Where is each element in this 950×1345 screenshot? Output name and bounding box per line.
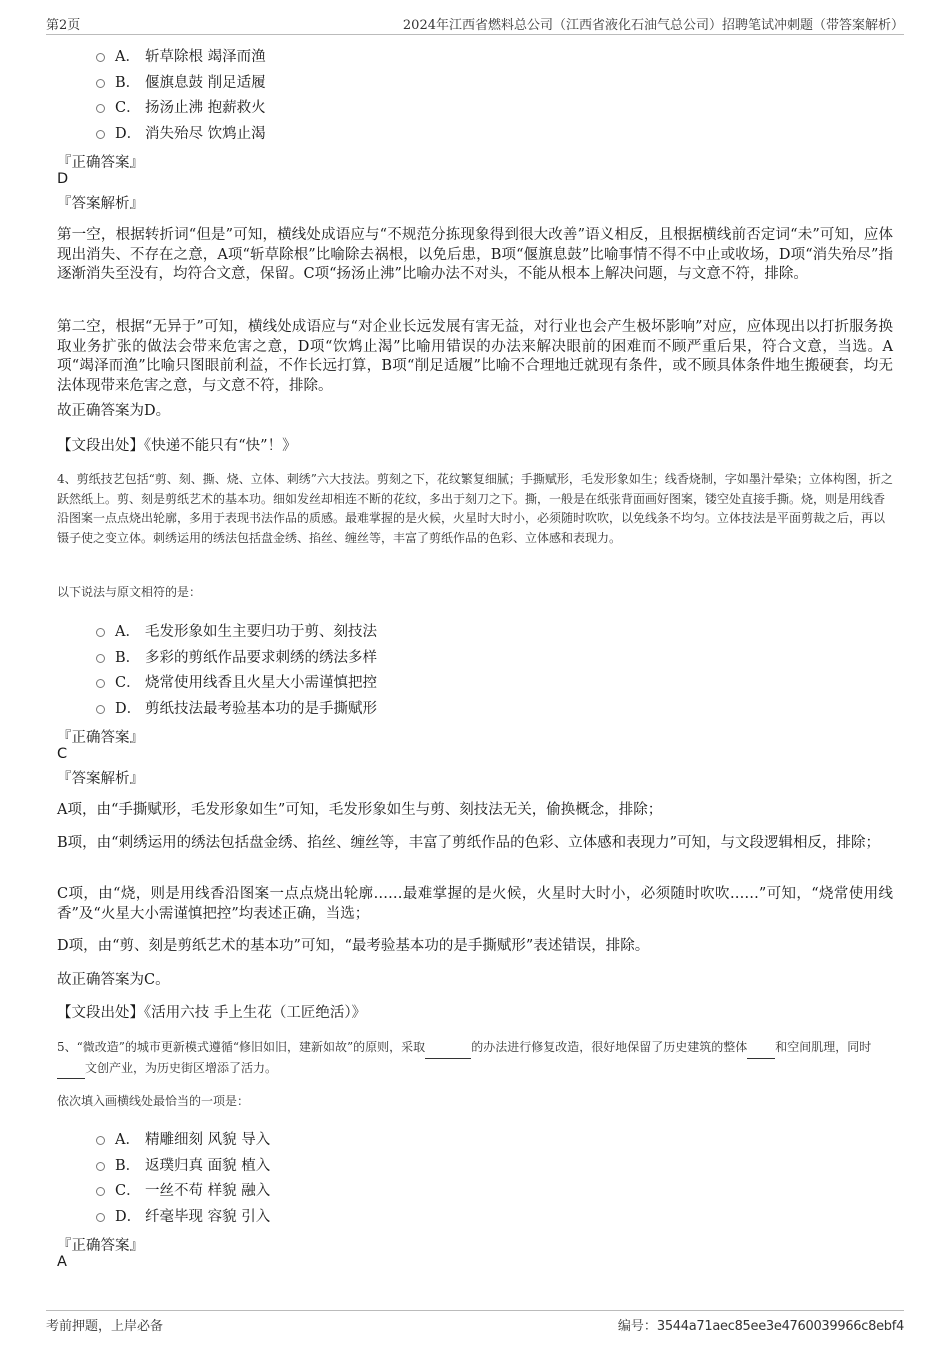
q3-options bbox=[96, 43, 266, 145]
q3-analysis-paragraph: 第一空，根据转折词“但是”可知，横线处成语应与“不规范分拣现象得到很大改善”语义相反，且根据横线前否定词“未”可知，应体现出消失、不存在之意，A项“斩草除根”比喻除去祸根，以免后患，B项“偃旗息鼓”比喻事情不得不中止或收场，D项“消失殆尽”指逐渐消失至没有，均符合文意，保留。C项“扬汤止沸”比喻办法不对头，不能从根本上解决问题，与文意不符，排除。 bbox=[57, 227, 893, 282]
q5-answer: A bbox=[57, 1254, 67, 1270]
radio-icon[interactable] bbox=[96, 79, 105, 88]
radio-icon[interactable] bbox=[96, 705, 105, 714]
q4-answer: C bbox=[57, 746, 68, 762]
q5-options bbox=[96, 1126, 270, 1228]
fill-blank bbox=[425, 1038, 471, 1059]
q3-answer-label: 『正确答案』 bbox=[57, 155, 144, 171]
footer-slogan: 考前押题，上岸必备 bbox=[46, 1319, 164, 1334]
document-title: 2024年江西省燃料总公司（江西省液化石油气总公司）招聘笔试冲刺题（带答案解析） bbox=[402, 18, 904, 33]
q4-analysis-label: 『答案解析』 bbox=[57, 771, 144, 787]
page-footer bbox=[46, 1310, 904, 1334]
q3-answer: D bbox=[57, 171, 69, 187]
q4-analysis-paragraph: A项，由“手撕赋形，毛发形象如生”可知，毛发形象如生与剪、刻技法无关，偷换概念，排除； bbox=[57, 802, 663, 818]
q4-option-d[interactable]: D． 剪纸技法最考验基本功的是手撕赋形 bbox=[96, 695, 377, 721]
q4-stem: 4、剪纸技艺包括“剪、刻、撕、烧、立体、刺绣”六大技法。剪刻之下，花纹繁复细腻；手撕赋形，毛发形象如生；线香烧制，字如墨汁晕染；立体构图，折之跃然纸上。剪、刻是剪纸艺术的基本功。细如发丝却相连不断的花纹，多出于刻刀之下。撕，一般是在纸张背面画好图案，镂空处直接手撕。烧，则是用线香沿图案一点点烧出轮廓，多用于表现书法作品的质感。最难掌握的是火候，火星时大时小，必须随时吹吹，以免线条不均匀。立体技法是平面剪裁之后，再以镊子使之变立体。刺绣运用的绣法包括盘金绣、掐丝、缠丝等，丰富了剪纸作品的色彩、立体感和表现力。 bbox=[57, 472, 893, 545]
radio-icon[interactable] bbox=[96, 130, 105, 139]
q3-option-d[interactable]: D． 消失殆尽 饮鸩止渴 bbox=[96, 120, 266, 146]
q3-analysis-paragraph: 第二空，根据“无异于”可知，横线处成语应与“对企业长远发展有害无益，对行业也会产生极坏影响”对应，应体现出以打折服务换取业务扩张的做法会带来危害之意，D项“饮鸩止渴”比喻用错误的办法来解决眼前的困难而不顾严重后果，符合文意，当选。A项“竭泽而渔”比喻只图眼前利益，不作长远打算，B项“削足适履”比喻不合理地迁就现有条件，或不顾具体条件地生搬硬套，均无法体现带来危害之意，与文意不符，排除。 bbox=[57, 319, 893, 394]
fill-blank bbox=[57, 1059, 85, 1080]
q4-analysis-paragraph: C项，由“烧，则是用线香沿图案一点点烧出轮廓……最难掌握的是火候，火星时大时小，必须随时吹吹……”可知，“烧常使用线香”及“火星大小需谨慎把控”均表述正确，当选； bbox=[57, 886, 893, 922]
q5-stem: 5、“微改造”的城市更新模式遵循“修旧如旧，建新如故”的原则，采取 的办法进行修复改造，很好地保留了历史建筑的整体 和空间肌理，同时文创产业，为历史街区增添了活力。 bbox=[57, 1038, 893, 1079]
q4-option-a[interactable]: A． 毛发形象如生主要归功于剪、刻技法 bbox=[96, 618, 377, 644]
radio-icon[interactable] bbox=[96, 53, 105, 62]
q5-answer-label: 『正确答案』 bbox=[57, 1238, 144, 1254]
page-header bbox=[46, 14, 904, 35]
q3-conclusion: 故正确答案为D。 bbox=[57, 403, 171, 419]
q5-option-a[interactable]: A． 精雕细刻 风貌 导入 bbox=[96, 1126, 270, 1152]
radio-icon[interactable] bbox=[96, 1162, 105, 1171]
q4-answer-label: 『正确答案』 bbox=[57, 730, 144, 746]
page-number: 第2页 bbox=[46, 18, 81, 33]
radio-icon[interactable] bbox=[96, 628, 105, 637]
q4-source: 【文段出处】《活用六技 手上生花（工匠绝活）》 bbox=[57, 1005, 367, 1021]
q4-prompt: 以下说法与原文相符的是： bbox=[57, 585, 202, 599]
radio-icon[interactable] bbox=[96, 679, 105, 688]
radio-icon[interactable] bbox=[96, 654, 105, 663]
q4-analysis-paragraph: D项，由“剪、刻是剪纸艺术的基本功”可知，“最考验基本功的是手撕赋形”表述错误，排除。 bbox=[57, 938, 650, 954]
radio-icon[interactable] bbox=[96, 1213, 105, 1222]
q3-option-a[interactable]: A． 斩草除根 竭泽而渔 bbox=[96, 43, 266, 69]
q5-option-d[interactable]: D． 纤毫毕现 容貌 引入 bbox=[96, 1203, 270, 1229]
q3-option-c[interactable]: C． 扬汤止沸 抱薪救火 bbox=[96, 94, 266, 120]
q3-source: 【文段出处】《快递不能只有“快”！》 bbox=[57, 438, 297, 454]
q4-conclusion: 故正确答案为C。 bbox=[57, 972, 170, 988]
q5-option-b[interactable]: B． 返璞归真 面貌 植入 bbox=[96, 1152, 270, 1178]
fill-blank bbox=[747, 1038, 775, 1059]
radio-icon[interactable] bbox=[96, 1187, 105, 1196]
q3-analysis-label: 『答案解析』 bbox=[57, 196, 144, 212]
q5-option-c[interactable]: C． 一丝不苟 样貌 融入 bbox=[96, 1177, 270, 1203]
q4-option-c[interactable]: C． 烧常使用线香且火星大小需谨慎把控 bbox=[96, 669, 377, 695]
q3-option-b[interactable]: B． 偃旗息鼓 削足适履 bbox=[96, 69, 266, 95]
q4-options bbox=[96, 618, 377, 720]
document-code: 编号：3544a71aec85ee3e4760039966c8ebf4 bbox=[617, 1319, 904, 1334]
q4-analysis-paragraph: B项，由“刺绣运用的绣法包括盘金绣、掐丝、缠丝等，丰富了剪纸作品的色彩、立体感和表现力”可知，与文段逻辑相反，排除； bbox=[57, 835, 880, 851]
q4-option-b[interactable]: B． 多彩的剪纸作品要求刺绣的绣法多样 bbox=[96, 644, 377, 670]
radio-icon[interactable] bbox=[96, 1136, 105, 1145]
q5-prompt: 依次填入画横线处最恰当的一项是： bbox=[57, 1094, 250, 1108]
radio-icon[interactable] bbox=[96, 104, 105, 113]
